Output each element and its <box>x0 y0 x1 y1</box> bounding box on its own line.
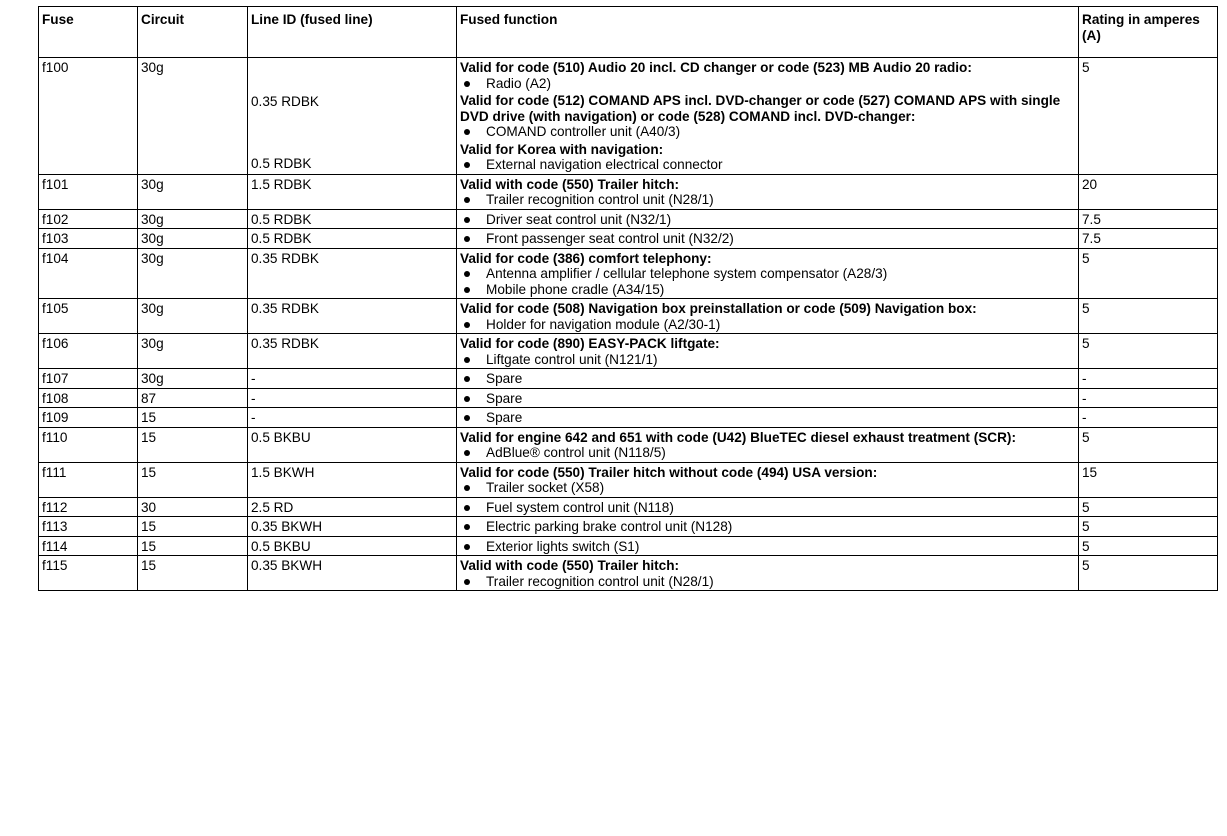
fused-function-cell <box>457 388 1079 408</box>
rating-cell: - <box>1079 388 1218 408</box>
fused-function-cell <box>457 209 1079 229</box>
fuse-cell: f109 <box>39 408 138 428</box>
circuit-cell: 30g <box>138 174 248 209</box>
circuit-cell: 15 <box>138 536 248 556</box>
table-row-f105 <box>39 299 1218 334</box>
fused-function-cell <box>457 334 1079 369</box>
fuse-cell: f111 <box>39 462 138 497</box>
circuit-cell: 15 <box>138 462 248 497</box>
fuse-cell: f114 <box>39 536 138 556</box>
line-id-cell: 0.5 RDBK <box>248 209 457 229</box>
line-id-cell: 0.35 RDBK <box>248 299 457 334</box>
function-item: Spare <box>460 410 1075 426</box>
line-id-cell: 2.5 RD <box>248 497 457 517</box>
function-condition: Valid for code (386) comfort telephony: <box>460 250 712 266</box>
table-row-f107 <box>39 369 1218 389</box>
fused-function-cell <box>457 517 1079 537</box>
table-row-f111 <box>39 462 1218 497</box>
fuse-cell: f104 <box>39 248 138 299</box>
circuit-cell: 15 <box>138 517 248 537</box>
function-condition: Valid with code (550) Trailer hitch: <box>460 558 680 573</box>
table-row-f104 <box>39 248 1218 299</box>
rating-cell: 5 <box>1079 427 1218 462</box>
fused-function-cell <box>457 427 1079 462</box>
fuse-cell: f100 <box>39 58 138 175</box>
line-id-cell: 1.5 RDBK <box>248 174 457 209</box>
table-row-f108 <box>39 388 1218 408</box>
table-row-f102 <box>39 209 1218 229</box>
function-item: Holder for navigation module (A2/30-1) <box>460 317 1075 333</box>
function-item: Trailer recognition control unit (N28/1) <box>460 574 1075 590</box>
function-item: Radio (A2) <box>460 76 1075 92</box>
function-condition: Valid for code (512) COMAND APS incl. DVD-changer or code (527) COMAND APS with single DVD drive (with navigation) or code (528) COMAND incl. DVD-changer: <box>460 93 1061 124</box>
function-item: Liftgate control unit (N121/1) <box>460 352 1075 368</box>
header-fuse: Fuse <box>39 7 138 58</box>
function-item: Mobile phone cradle (A34/15) <box>460 282 1075 298</box>
line-id-cell: - <box>248 408 457 428</box>
rating-cell: 15 <box>1079 462 1218 497</box>
line-id-cell: 0.35 BKWH <box>248 556 457 591</box>
fuse-cell: f115 <box>39 556 138 591</box>
header-rating: Rating in amperes (A) <box>1079 7 1218 58</box>
fuse-cell: f110 <box>39 427 138 462</box>
line-id-cell: - <box>248 369 457 389</box>
fuse-cell: f112 <box>39 497 138 517</box>
fused-function-cell <box>457 229 1079 249</box>
header-line-id: Line ID (fused line) <box>248 7 457 58</box>
rating-cell: 5 <box>1079 497 1218 517</box>
circuit-cell: 15 <box>138 556 248 591</box>
rating-cell: 5 <box>1079 556 1218 591</box>
rating-cell: 5 <box>1079 299 1218 334</box>
rating-cell: 5 <box>1079 58 1218 175</box>
fuse-cell: f103 <box>39 229 138 249</box>
fused-function-cell <box>457 556 1079 591</box>
function-item: COMAND controller unit (A40/3) <box>460 124 1075 140</box>
table-row-f113 <box>39 517 1218 537</box>
rating-cell: - <box>1079 408 1218 428</box>
table-row-f106 <box>39 334 1218 369</box>
function-group <box>460 60 1075 91</box>
line-id-value-2: 0.5 RDBK <box>251 156 312 171</box>
line-id-cell: - <box>248 388 457 408</box>
line-id-cell: 0.35 RDBK <box>248 334 457 369</box>
function-item: Trailer recognition control unit (N28/1) <box>460 192 1075 208</box>
function-group <box>460 142 1075 173</box>
fuse-cell: f113 <box>39 517 138 537</box>
circuit-cell: 30 <box>138 497 248 517</box>
function-item: Spare <box>460 371 1075 387</box>
fuse-cell: f106 <box>39 334 138 369</box>
rating-cell: 5 <box>1079 248 1218 299</box>
fuse-cell: f108 <box>39 388 138 408</box>
line-id-cell: 0.35 BKWH <box>248 517 457 537</box>
circuit-cell: 30g <box>138 229 248 249</box>
rating-cell: 7.5 <box>1079 209 1218 229</box>
function-item: Trailer socket (X58) <box>460 480 1075 496</box>
function-item: AdBlue® control unit (N118/5) <box>460 445 1075 461</box>
fused-function-cell <box>457 248 1079 299</box>
function-item: Fuel system control unit (N118) <box>460 500 1075 516</box>
line-id-value-1: 0.35 RDBK <box>251 94 320 109</box>
table-row-f100 <box>39 58 1218 175</box>
fuse-cell: f107 <box>39 369 138 389</box>
line-id-cell: 1.5 BKWH <box>248 462 457 497</box>
circuit-cell: 30g <box>138 369 248 389</box>
rating-cell: 5 <box>1079 536 1218 556</box>
function-item: Front passenger seat control unit (N32/2) <box>460 231 1075 247</box>
rating-cell: - <box>1079 369 1218 389</box>
line-id-cell <box>248 58 457 175</box>
circuit-cell: 15 <box>138 408 248 428</box>
table-row-f109 <box>39 408 1218 428</box>
function-item: Exterior lights switch (S1) <box>460 539 1075 555</box>
rating-cell: 7.5 <box>1079 229 1218 249</box>
circuit-cell: 30g <box>138 299 248 334</box>
header-row <box>39 7 1218 58</box>
table-row-f101 <box>39 174 1218 209</box>
fused-function-cell <box>457 408 1079 428</box>
fuse-cell: f102 <box>39 209 138 229</box>
line-id-cell: 0.5 RDBK <box>248 229 457 249</box>
fused-function-cell <box>457 369 1079 389</box>
function-item: Electric parking brake control unit (N128) <box>460 519 1075 535</box>
table-row-f112 <box>39 497 1218 517</box>
function-condition: Valid for code (890) EASY-PACK liftgate: <box>460 336 720 351</box>
circuit-cell: 15 <box>138 427 248 462</box>
function-item: Spare <box>460 391 1075 407</box>
fused-function-cell <box>457 497 1079 517</box>
fuse-cell: f105 <box>39 299 138 334</box>
function-condition: Valid for code (550) Trailer hitch without code (494) USA version: <box>460 464 878 480</box>
function-condition: Valid for Korea with navigation: <box>460 141 664 157</box>
table-row-f115 <box>39 556 1218 591</box>
circuit-cell: 30g <box>138 334 248 369</box>
function-item: External navigation electrical connector <box>460 157 1075 173</box>
function-condition: Valid for engine 642 and 651 with code (U42) BlueTEC diesel exhaust treatment (SCR): <box>460 429 1016 445</box>
fuse-cell: f101 <box>39 174 138 209</box>
header-circuit: Circuit <box>138 7 248 58</box>
function-item: Antenna amplifier / cellular telephone system compensator (A28/3) <box>460 266 1075 282</box>
fuse-table <box>38 6 1218 591</box>
fused-function-cell <box>457 58 1079 175</box>
fuse-table-sheet <box>38 6 1217 591</box>
fused-function-cell <box>457 536 1079 556</box>
function-group <box>460 93 1075 140</box>
rating-cell: 5 <box>1079 334 1218 369</box>
table-row-f114 <box>39 536 1218 556</box>
fused-function-cell <box>457 299 1079 334</box>
circuit-cell: 30g <box>138 248 248 299</box>
line-id-cell: 0.35 RDBK <box>248 248 457 299</box>
rating-cell: 5 <box>1079 517 1218 537</box>
line-id-cell: 0.5 BKBU <box>248 427 457 462</box>
table-row-f103 <box>39 229 1218 249</box>
function-condition: Valid for code (510) Audio 20 incl. CD changer or code (523) MB Audio 20 radio: <box>460 60 972 75</box>
circuit-cell: 30g <box>138 58 248 175</box>
circuit-cell: 30g <box>138 209 248 229</box>
fused-function-cell <box>457 174 1079 209</box>
function-item: Driver seat control unit (N32/1) <box>460 212 1075 228</box>
function-condition: Valid for code (508) Navigation box preinstallation or code (509) Navigation box: <box>460 301 977 316</box>
header-fused-function: Fused function <box>457 7 1079 58</box>
rating-cell: 20 <box>1079 174 1218 209</box>
table-row-f110 <box>39 427 1218 462</box>
fused-function-cell <box>457 462 1079 497</box>
circuit-cell: 87 <box>138 388 248 408</box>
line-id-cell: 0.5 BKBU <box>248 536 457 556</box>
function-condition: Valid with code (550) Trailer hitch: <box>460 176 680 192</box>
